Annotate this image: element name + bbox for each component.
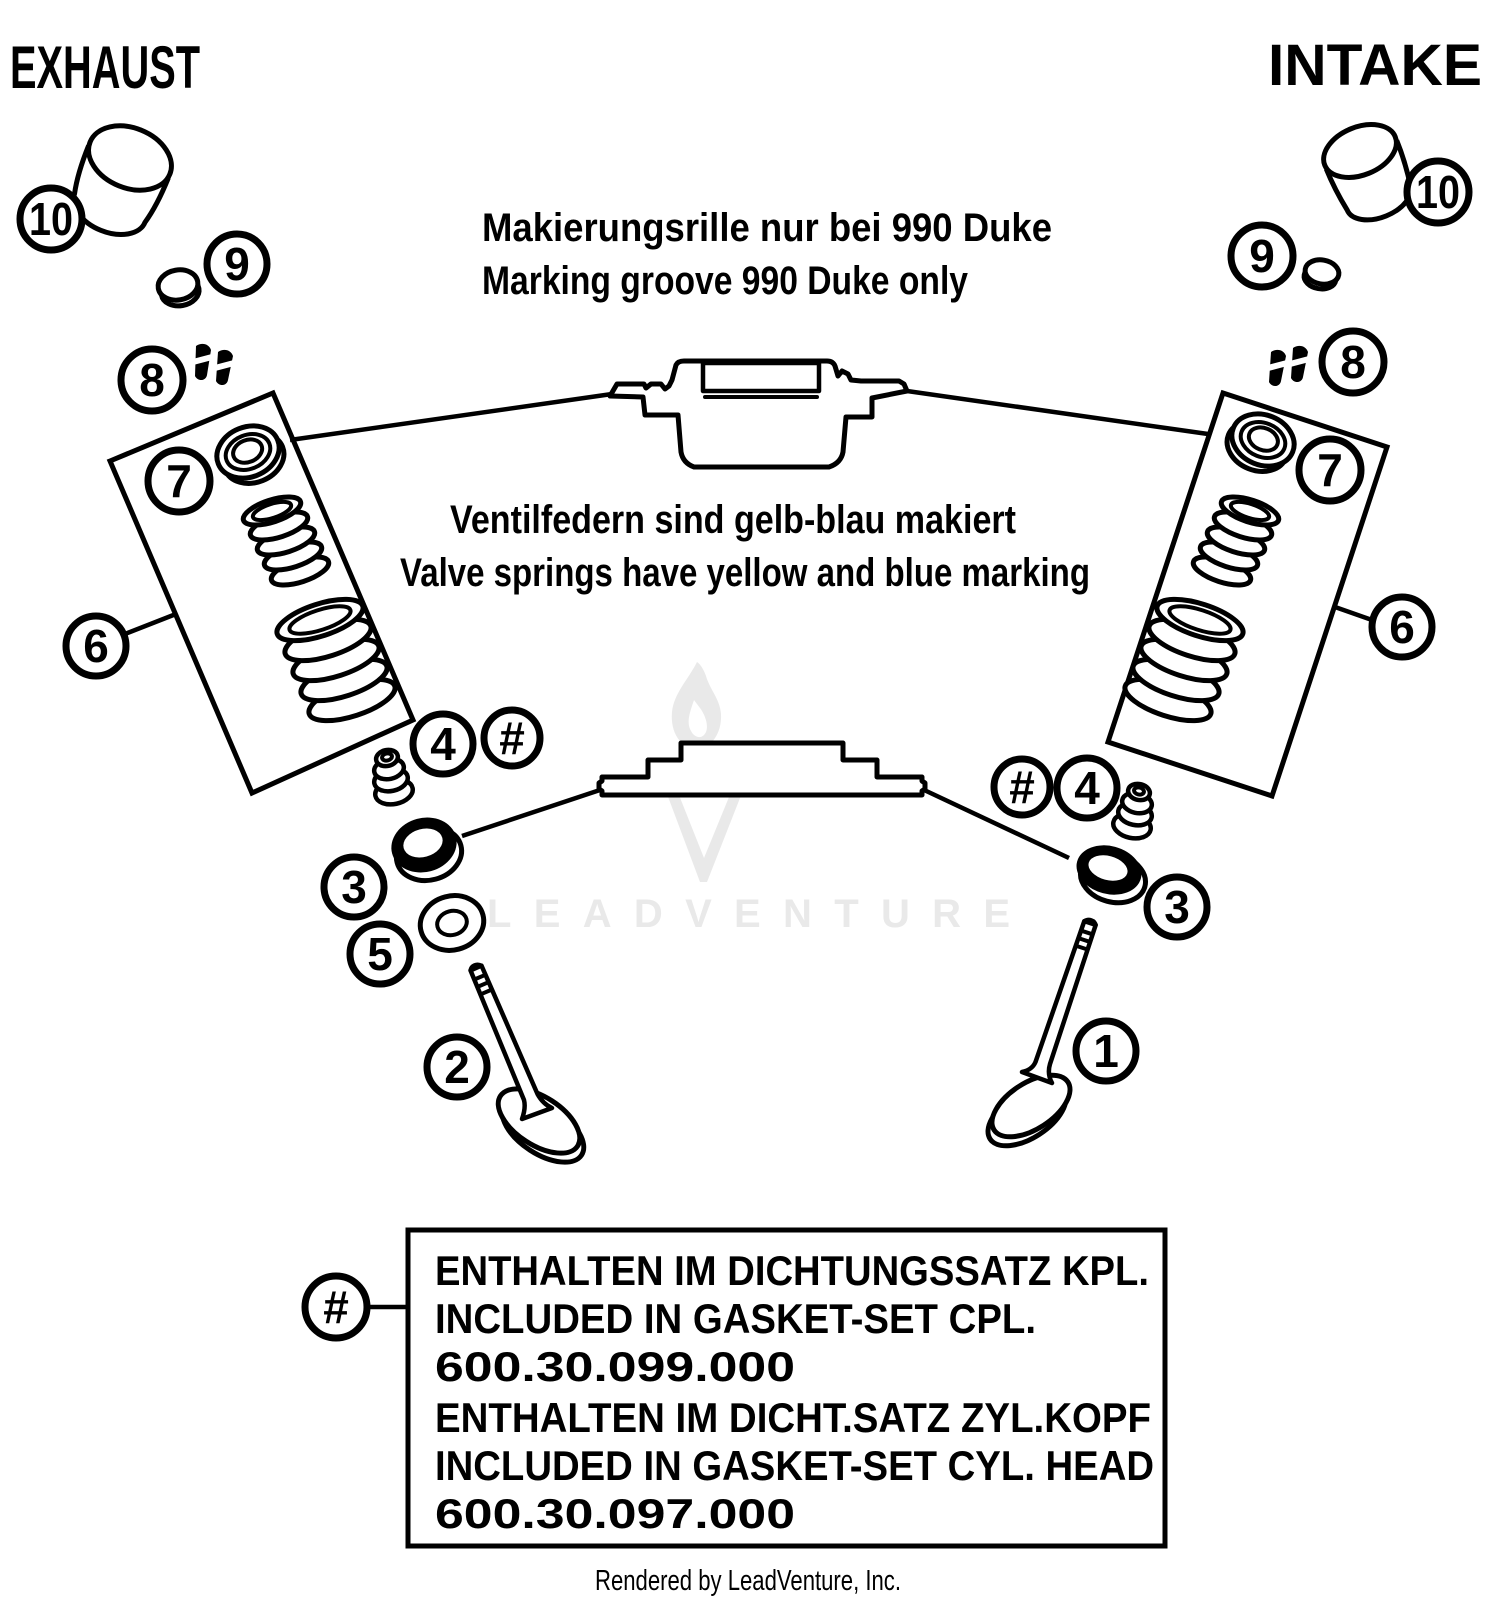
note-marking-en: Marking groove 990 Duke only [482,259,969,303]
exhaust-title: EXHAUST [10,34,200,101]
gasket-note-line-3: 600.30.099.000 [435,1343,795,1390]
callout-number: 9 [1249,230,1275,282]
spring-seat-exhaust [385,810,467,887]
callout-7[interactable] [1299,439,1361,501]
callout-4[interactable] [1057,758,1117,818]
tappet-bore-housing [610,361,907,467]
callout-number: 5 [367,928,393,980]
shim-exhaust [156,267,202,309]
callout-6[interactable] [66,616,126,676]
leader-line [907,391,1208,434]
callout-number: # [499,712,525,764]
gasket-note-line-6: 600.30.097.000 [435,1490,795,1537]
valve-stem-seal-exhaust [372,748,415,808]
callout-1[interactable] [1076,1021,1136,1081]
outer-valve-spring-intake [1120,591,1247,729]
leader-line [1335,607,1372,620]
callout-9[interactable] [207,234,267,294]
leader-line [290,394,612,440]
callout-#[interactable] [305,1276,367,1338]
flame-logo-icon [672,662,721,752]
valve-keepers-intake [1268,346,1309,386]
callout-number: 4 [430,718,456,770]
callout-10[interactable] [20,188,82,250]
note-springs-de: Ventilfedern sind gelb-blau makiert [450,498,1016,542]
callout-number: 7 [166,455,192,507]
callout-3[interactable] [324,857,384,917]
intake-title: INTAKE [1268,33,1482,98]
gasket-note-line-5: INCLUDED IN GASKET-SET CYL. HEAD [435,1442,1154,1489]
callout-9[interactable] [1231,225,1293,287]
gasket-note-line-4: ENTHALTEN IM DICHT.SATZ ZYL.KOPF [435,1394,1151,1441]
callout-number: 8 [139,354,165,406]
outer-valve-spring-exhaust [272,591,399,729]
callout-5[interactable] [350,924,410,984]
callout-2[interactable] [427,1037,487,1097]
callout-#[interactable] [484,710,540,766]
callout-number: 6 [1389,601,1415,653]
callout-number: 10 [1416,166,1460,218]
leader-line [462,789,603,836]
callout-number: 6 [83,620,109,672]
callout-number: 9 [224,238,250,290]
inner-valve-spring-intake [1190,491,1282,590]
callout-number: 4 [1074,762,1100,814]
cylinder-head-section [599,743,925,795]
gasket-note-line-1: ENTHALTEN IM DICHTUNGSSATZ KPL. [435,1247,1149,1294]
callout-number: # [323,1281,349,1333]
gasket-note [408,1230,1165,1546]
valve-keepers-exhaust [193,344,234,385]
note-springs-en: Valve springs have yellow and blue marking [400,551,1090,595]
gasket-note-line-2: INCLUDED IN GASKET-SET CPL. [435,1295,1036,1342]
intake-parts [978,115,1422,1159]
spring-retainer-exhaust [209,416,292,494]
callout-number: 8 [1340,336,1366,388]
callout-number: 3 [1164,881,1190,933]
leadventure-watermark [487,662,1010,936]
callout-number: # [1009,761,1035,813]
callout-number: 1 [1093,1025,1119,1077]
note-marking-de: Makierungsrille nur bei 990 Duke [482,206,1052,250]
callout-4[interactable] [413,714,473,774]
callout-number: 7 [1317,444,1343,496]
callout-6[interactable] [1372,597,1432,657]
callout-8[interactable] [1322,331,1384,393]
callout-number: 3 [341,861,367,913]
watermark-text: LEADVENTURE [487,892,1010,936]
spring-seat-intake [1071,838,1151,909]
shim-intake [1302,257,1341,291]
washer-exhaust [414,889,490,958]
tappet-bucket-intake [1316,115,1422,231]
leader-line [125,614,176,634]
callout-#[interactable] [994,759,1050,815]
callout-10[interactable] [1407,161,1469,223]
inner-valve-spring-exhaust [240,491,332,590]
callout-7[interactable] [148,450,210,512]
callout-8[interactable] [121,349,183,411]
callout-3[interactable] [1147,877,1207,937]
footer-credit: Rendered by LeadVenture, Inc. [595,1565,901,1597]
housing-slot [703,363,819,391]
callout-number: 2 [444,1041,470,1093]
callout-number: 10 [29,193,73,245]
